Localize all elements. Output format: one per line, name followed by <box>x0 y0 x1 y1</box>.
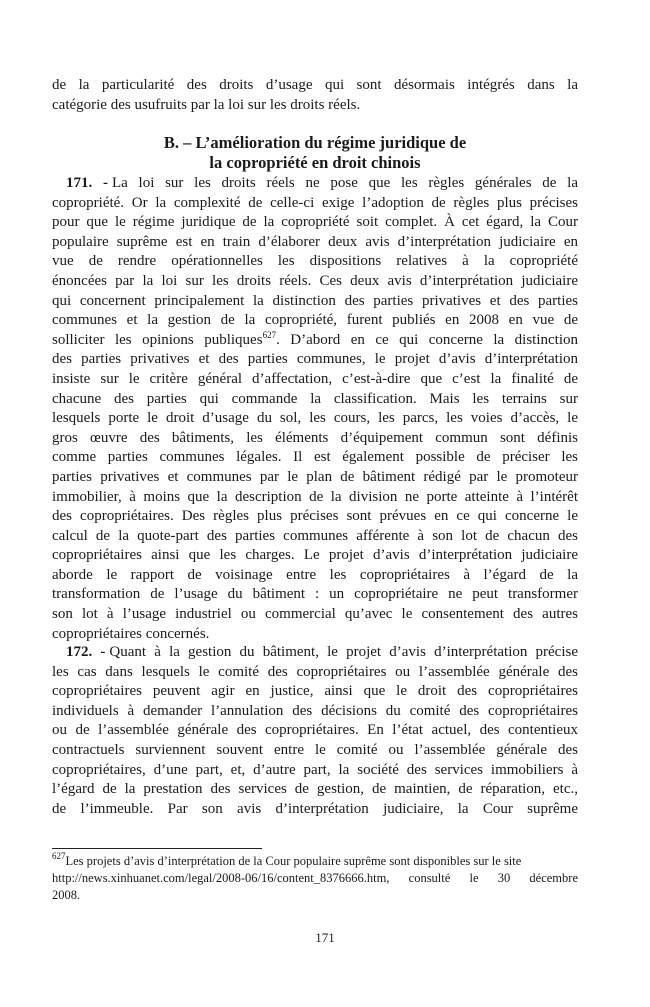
text-line: des parties privatives et des parties communes, le projet d’avis d’interprétation <box>52 351 578 368</box>
footnote-separator <box>52 848 262 849</box>
text-line: aborde le rapport de voisinage entre les copropriétaires à l’égard de la <box>52 566 578 583</box>
text-line <box>52 643 578 663</box>
text-line: lesquels porte le droit d’usage du sol, les cours, les parcs, les voies d’accès, le <box>52 410 578 427</box>
text-line: 2008. <box>52 888 81 902</box>
text-line: insiste sur le critère général d’affectation, c’est-à-dire que c’est la finalité de <box>52 370 578 387</box>
text-line: comme parties communes légales. Il est également possible de préciser les <box>52 449 578 466</box>
text-line: les cas dans lesquels le comité des copropriétaires ou l’assemblée générale des <box>52 663 578 680</box>
text-line: gros œuvre des bâtiments, les éléments d’équipement commun sont définis <box>52 429 578 446</box>
text-line: vue de rendre opérationnelles les dispositions relatives à la copropriété <box>52 253 578 270</box>
text-line: calcul de la quote-part des parties communes afférente à son lot de chacun des <box>52 527 578 544</box>
paragraph-172 <box>52 643 578 819</box>
heading-line: la copropriété en droit chinois <box>209 153 421 172</box>
text-line: énoncées par la loi sur les droits réels. Ces deux avis d’interprétation judiciaire <box>52 272 578 289</box>
footnote-ref[interactable]: 627 <box>262 329 277 340</box>
text-line <box>52 174 578 194</box>
text-line: catégorie des usufruits par la loi sur les droits réels. <box>52 96 361 113</box>
page-number: 171 <box>315 930 335 945</box>
text-line: communes et la gestion de la copropriété, furent publiés en 2008 en vue de <box>52 312 578 329</box>
text-line: des copropriétaires. Des règles plus précises sont prévues en ce qui concerne le <box>52 508 578 525</box>
text-line: copropriétaires peuvent agir en justice, ainsi que le droit des copropriétaires <box>52 683 578 700</box>
text-line: copropriétaires, d’une part, et, d’autre part, la société des services immobiliers à <box>52 761 578 778</box>
section-heading <box>52 133 578 173</box>
text-line: l’égard de la prestation des services de gestion, de maintien, de réparation, etc., <box>52 781 578 798</box>
footnote-number: 627 <box>52 851 66 861</box>
intro-paragraph <box>52 76 578 115</box>
text-line: de l’immeuble. Par son avis d’interprétation judiciaire, la Cour suprême <box>52 800 578 817</box>
text-line <box>52 853 578 870</box>
text-line: immobilier, à moins que la description de la division ne porte atteinte à l’intérêt <box>52 488 578 505</box>
text-line: ou de l’assemblée générale des copropriétaires. En l’état actuel, des contentieux <box>52 722 578 739</box>
paragraph-171 <box>52 174 578 644</box>
heading-line: B. – L’amélioration du régime juridique de <box>163 133 467 152</box>
text-line: populaire suprême est en train d’élaborer deux avis d’interprétation judiciaire en <box>52 233 578 250</box>
text-line: chacune des parties qui commande la classification. Mais les terrains sur <box>52 390 578 407</box>
text-line: copropriétaires ainsi que les charges. Le projet d’avis d’interprétation judiciaire <box>52 547 578 564</box>
text-line <box>52 331 578 351</box>
text-line: de la particularité des droits d’usage qui sont désormais intégrés dans la <box>52 77 578 93</box>
footnote <box>52 853 578 904</box>
line-text: . D’abord en ce qui concerne la distinction <box>276 331 578 348</box>
paragraph-number: 171. - <box>66 175 108 191</box>
line-text: solliciter les opinions publiques <box>52 331 263 348</box>
text-line: copropriété. Or la complexité de celle-ci exige l’adoption de règles plus précises <box>52 194 578 211</box>
text-line: pour que le régime juridique de la copropriété soit complet. À cet égard, la Cour <box>52 214 578 231</box>
text-line: qui concernent principalement la distinction des parties privatives et des parties <box>52 292 578 309</box>
line-text: Quant à la gestion du bâtiment, le projet d’avis d’interprétation précise <box>109 644 579 660</box>
text-line: individuels à demander l’annulation des décisions du comité des copropriétaires <box>52 702 578 719</box>
text-line: son lot à l’usage industriel ou commercial qu’avec le consentement des autres <box>52 606 578 623</box>
text-line: parties privatives et communes par le plan de bâtiment rédigé par le promoteur <box>52 468 578 485</box>
paragraph-number: 172. - <box>66 644 106 660</box>
line-text: La loi sur les droits réels ne pose que les règles générales de la <box>111 175 578 191</box>
line-text: Les projets d’avis d’interprétation de la Cour populaire suprême sont disponibles sur le site <box>65 854 522 868</box>
text-line: transformation de l’usage du bâtiment : un copropriétaire ne peut transformer <box>52 586 578 603</box>
text-line: copropriétaires concernés. <box>52 625 210 642</box>
text-line: contractuels surviennent souvent entre le comité ou l’assemblée générale des <box>52 741 578 758</box>
footnote-link-line[interactable]: http://news.xinhuanet.com/legal/2008-06/16/content_8376666.htm, consulté le 30 décembre <box>52 871 578 885</box>
